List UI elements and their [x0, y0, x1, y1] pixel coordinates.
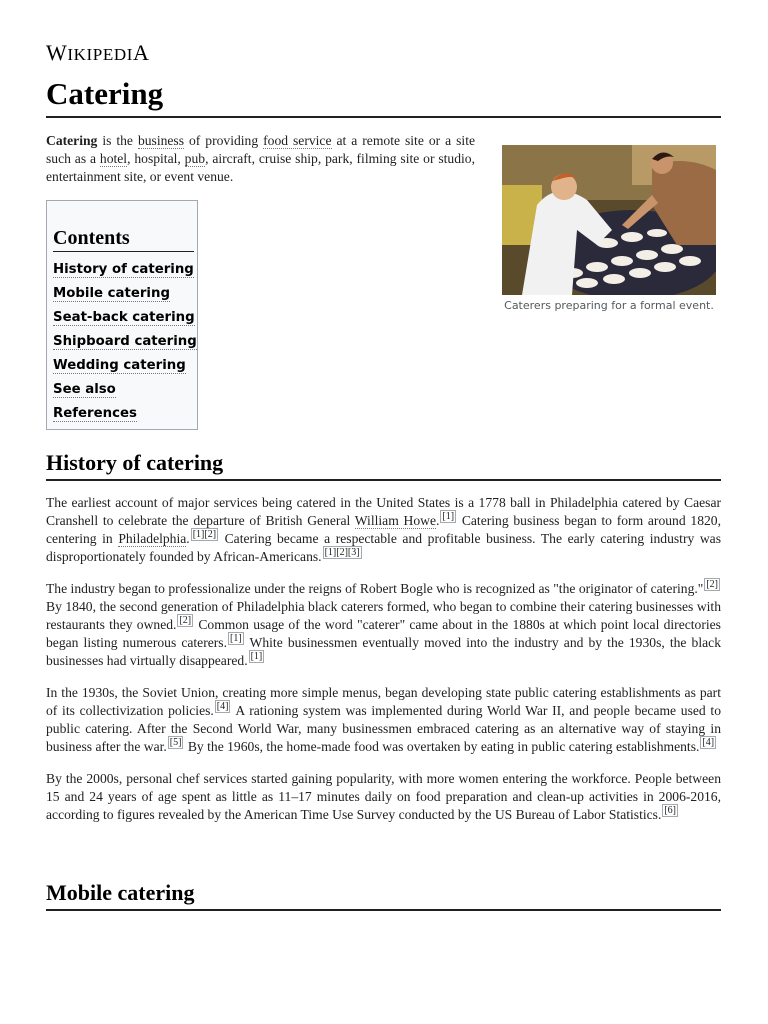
history-paragraph-1 [46, 494, 721, 566]
logo-smallcaps: IKIPEDI [67, 45, 133, 64]
paragraph-text: . [435, 513, 440, 528]
link-william-howe[interactable]: William Howe [354, 513, 436, 528]
citation-ref[interactable]: [1] [230, 633, 242, 645]
paragraph-text: By 1840, the second generation of Philadelphia black caterers formed, who began to combine their catering businesses with restaurants they owned. [46, 599, 721, 632]
paragraph-text: By the 1960s, the home-made food was overtaken by eating in public catering establishments. [184, 739, 700, 754]
intro-subject: Catering [46, 133, 98, 148]
citation-ref[interactable]: [2] [706, 579, 718, 591]
paragraph-text: The industry began to professionalize under the reigns of Robert Bogle who is recognized as "the originator of catering." [46, 581, 704, 596]
history-section-body [46, 494, 721, 838]
logo-letter: W [46, 40, 68, 65]
paragraph-text: A rationing system was implemented during World War II, and people became used to public catering. After the Second World War, many businessmen embraced catering as an alternative way of staying in business after the war. [46, 703, 722, 754]
history-paragraph-4 [46, 770, 721, 824]
table-of-contents [46, 200, 198, 430]
wikipedia-logo [46, 40, 149, 66]
toc-item-seat-back[interactable]: Seat-back catering [53, 310, 195, 325]
logo-letter-last: A [132, 40, 150, 65]
intro-text: , aircraft, cruise ship, park, filming site or studio, entertainment site, or event venue. [46, 151, 475, 184]
citation-ref[interactable]: [4] [216, 701, 229, 713]
caterers-photo[interactable] [502, 145, 716, 295]
history-paragraph-3 [46, 684, 721, 756]
citation-ref[interactable]: [1] [250, 651, 263, 663]
citation-ref[interactable]: [5] [169, 737, 182, 749]
intro-text: , hospital, [127, 151, 185, 166]
citation-ref[interactable]: [1][2][3] [324, 547, 360, 559]
paragraph-text: White businessmen eventually moved into the industry and by the 1930s, the black businesses had virtually disappeared. [46, 635, 721, 668]
citation-ref[interactable]: [2] [179, 615, 192, 627]
toc-item-history[interactable]: History of catering [53, 262, 194, 277]
paragraph-text: Catering business began to form around 1820, centering in [46, 513, 721, 546]
section-heading-history: History of catering [46, 450, 721, 481]
toc-item-references[interactable]: References [53, 406, 137, 421]
paragraph-text: . [186, 531, 190, 546]
toc-item-mobile[interactable]: Mobile catering [53, 286, 170, 301]
intro-text: of providing [184, 133, 264, 148]
history-paragraph-2 [46, 580, 721, 670]
figure [502, 145, 716, 312]
intro-text: is the [97, 133, 138, 148]
link-pub[interactable]: pub [184, 151, 206, 166]
citation-ref[interactable]: [6] [664, 805, 677, 817]
paragraph-text: Catering became a respectable and profitable business. The early catering industry was disproportionately founded by African-Americans. [46, 531, 721, 564]
toc-item-shipboard[interactable]: Shipboard catering [53, 334, 197, 349]
citation-ref[interactable]: [1][2] [192, 529, 217, 541]
paragraph-text: In the 1930s, the Soviet Union, creating more simple menus, began developing state public catering establishments as part of its collectivization policies. [46, 685, 721, 718]
paragraph-text: The earliest account of major services being catered in the United States is a 1778 ball in Philadelphia catered by Caesar Cranshell to celebrate the departure of British General [46, 495, 721, 528]
section-heading-mobile: Mobile catering [46, 880, 721, 911]
link-hotel[interactable]: hotel [99, 151, 128, 166]
paragraph-text: Common usage of the word "caterer" came about in the 1880s at which point local directories began listing numerous caterers. [46, 617, 721, 650]
citation-ref[interactable]: [4] [702, 737, 715, 749]
paragraph-text: By the 2000s, personal chef services started gaining popularity, with more women entering the workforce. People between 15 and 24 years of age spent as little as 11–17 minutes daily on food preparation and clean-up activities in 2006-2016, according to figures revealed by the American Time Use Survey conducted by the US Bureau of Labor Statistics. [46, 771, 721, 822]
link-philadelphia[interactable]: Philadelphia [118, 531, 187, 546]
toc-item-see-also[interactable]: See also [53, 382, 116, 397]
intro-paragraph [46, 132, 475, 186]
toc-item-wedding[interactable]: Wedding catering [53, 358, 186, 373]
intro-text: at a remote site or a site such as a [46, 133, 476, 166]
page-title: Catering [46, 76, 721, 118]
link-food-service[interactable]: food service [263, 133, 332, 148]
citation-ref[interactable]: [1] [442, 511, 455, 523]
toc-title: Contents [53, 227, 194, 252]
link-business[interactable]: business [137, 133, 185, 148]
figure-caption: Caterers preparing for a formal event. [504, 299, 714, 312]
